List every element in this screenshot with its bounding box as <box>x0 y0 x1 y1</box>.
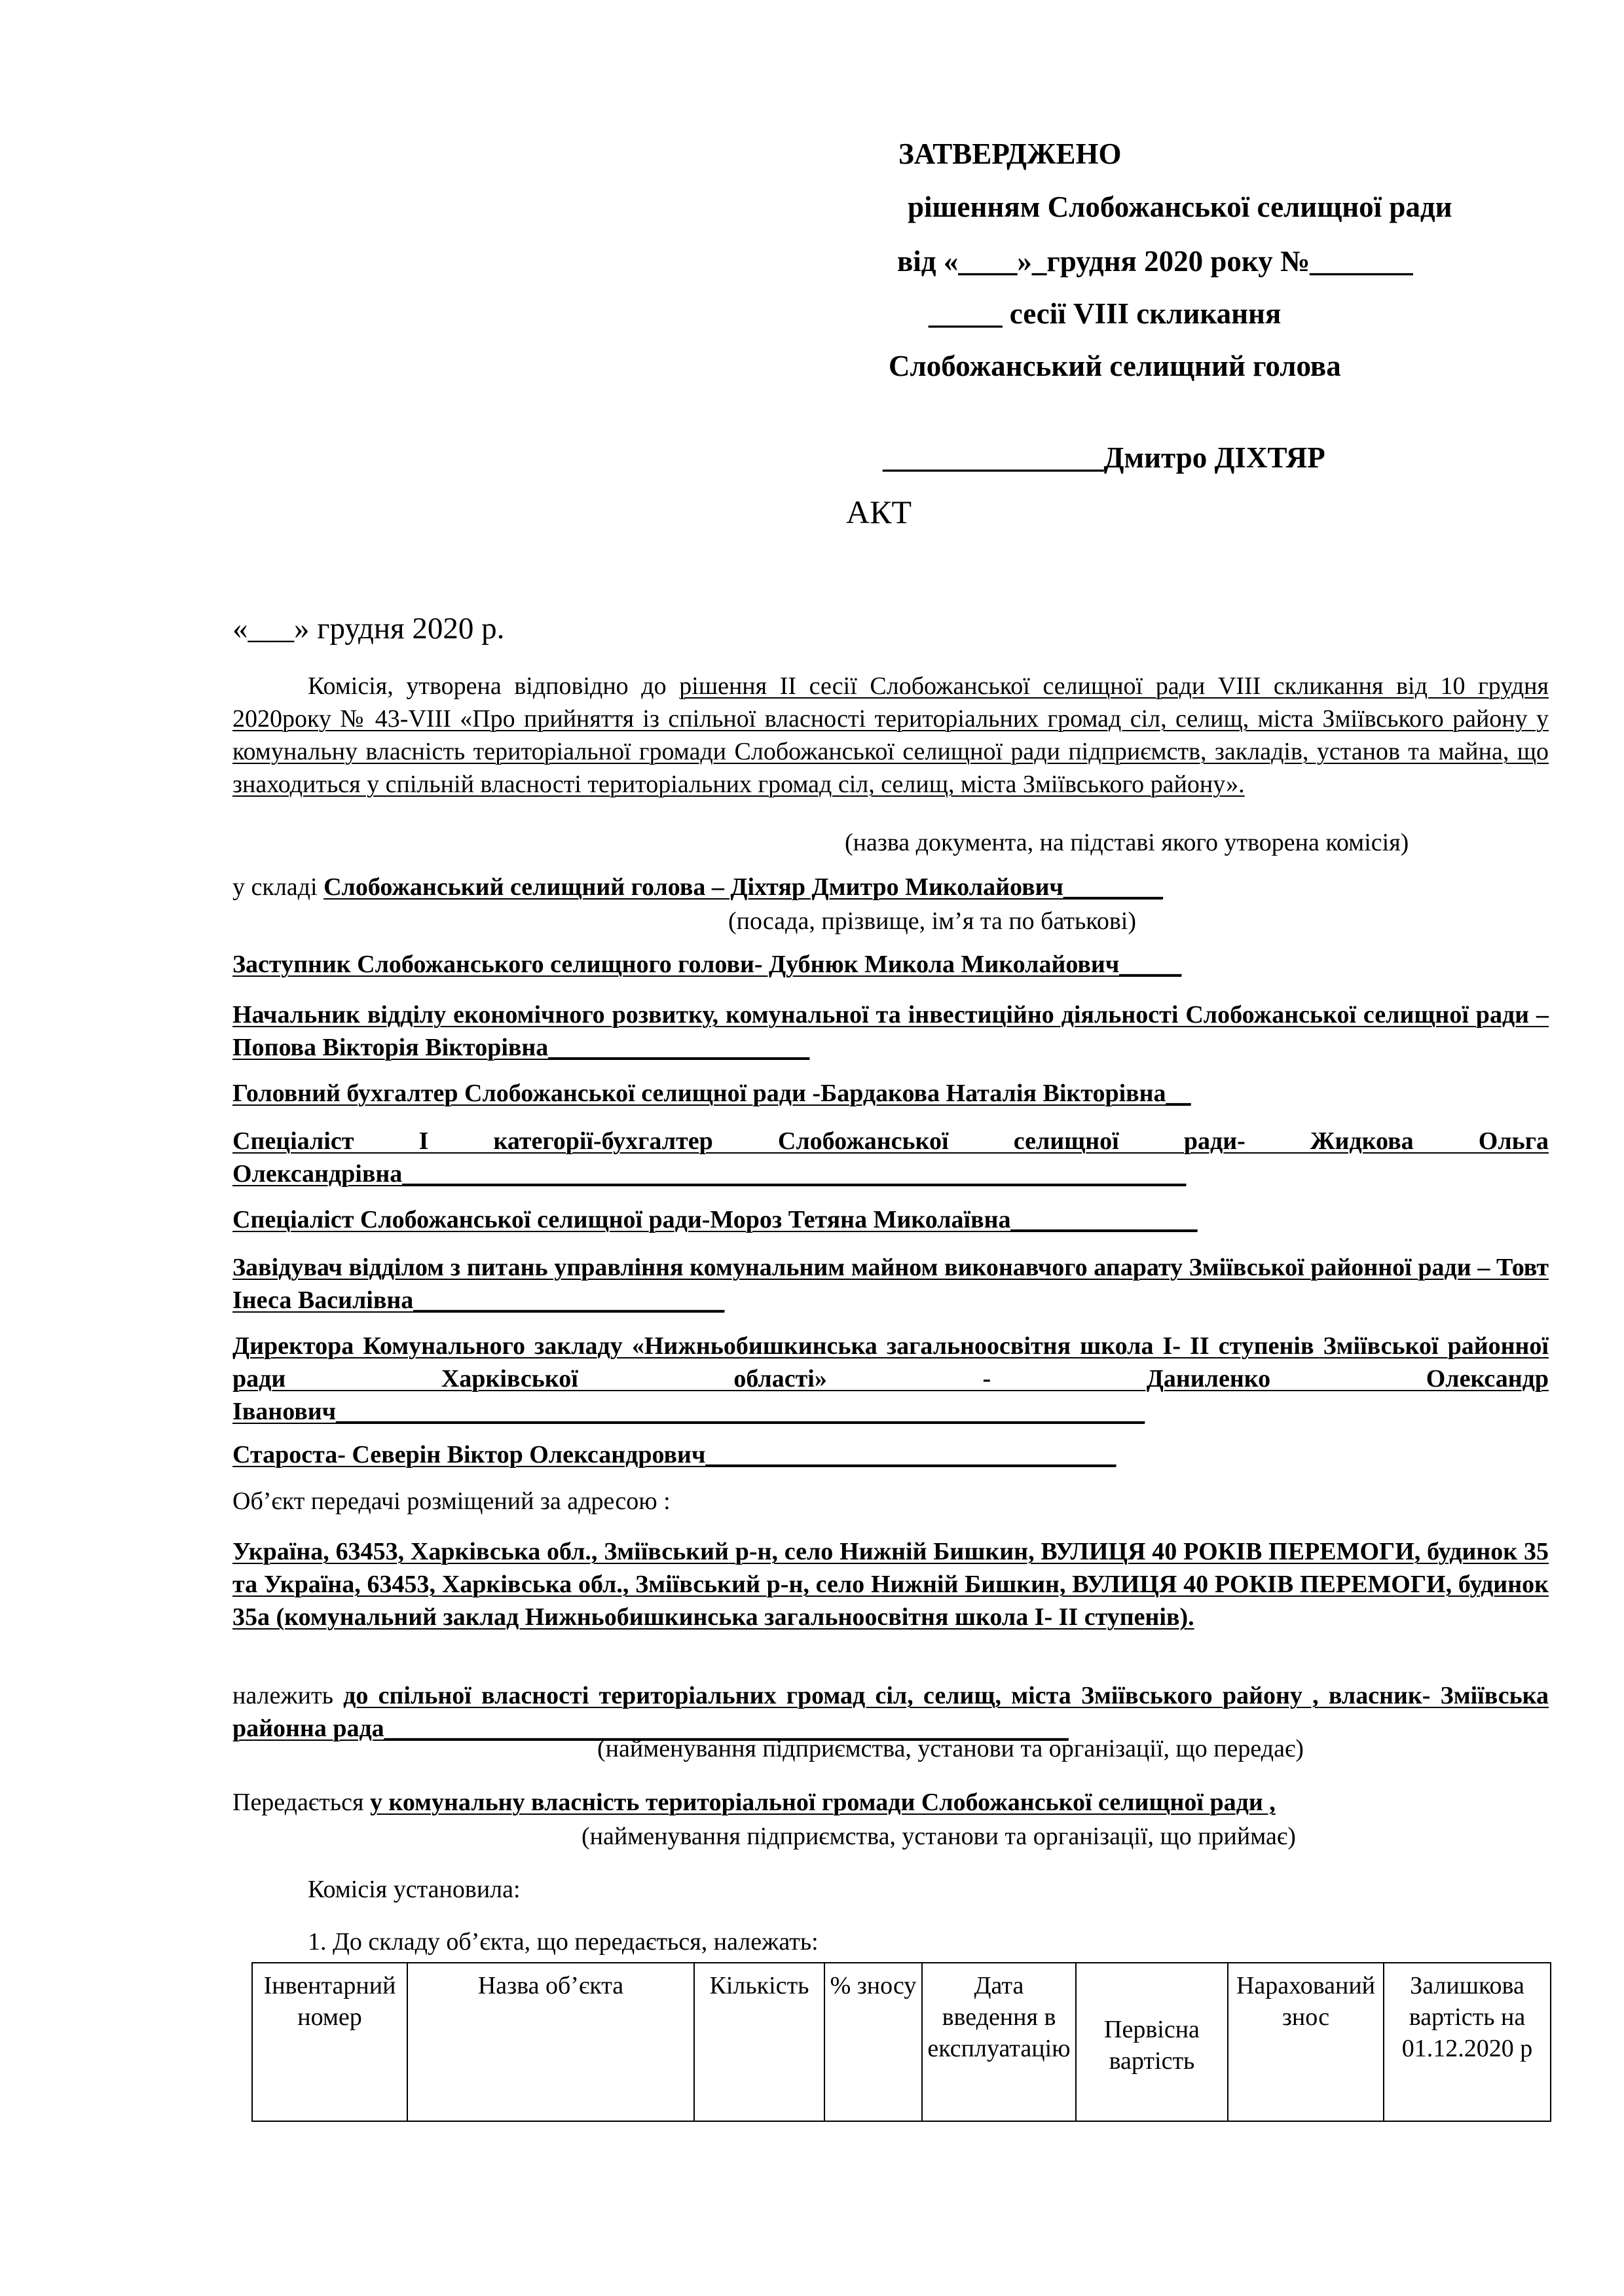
table-header-row <box>252 1963 1551 2121</box>
approval-session-line: _____ сесії VIII скликання <box>929 297 1282 330</box>
owner-value: до спільної власності територіальних громад сіл, селищ, міста Зміївського району , власник- Зміївська районна рада_______________________________________________________ <box>232 1682 1549 1742</box>
recipient-prefix: Передається <box>232 1789 370 1816</box>
member-item: Староста- Северін Віктор Олександрович_________________________________ <box>232 1441 1116 1468</box>
member-item: Начальник відділу економічного розвитку, комунальної та інвестиційно діяльності Слобожанської селищної ради – Попова Вікторія Вікторівна_____________________ <box>232 1001 1549 1061</box>
approval-title: ЗАТВЕРДЖЕНО <box>898 137 1122 170</box>
commission-basis: рішення ІІ сесії Слобожанської селищної ради VIII скликання від 10 грудня 2020року № 43-VIII «Про прийняття із спільної власності територіальних громад сіл, селищ, міста Зміївського району у комунальну власність територіальної громади Слобожанської селищної ради підприємств, закладів, установ та майна, що знаходиться у спільній власності територіальних громад сіл, селищ, міста Зміївського району». <box>232 672 1549 798</box>
header-quantity: Кількість <box>694 1963 824 2121</box>
member-item: Завідувач відділом з питань управління комунальним майном виконавчого апарату Зміївської районної ради – Товт Інеса Василівна_________________________ <box>232 1254 1549 1314</box>
inventory-table <box>251 1962 1551 2122</box>
header-commissioning-date: Дата введення в експлуатацію <box>922 1963 1076 2121</box>
item-1-label: 1. До складу об’єкта, що передається, належать: <box>308 1928 819 1956</box>
address-value: Україна, 63453, Харківська обл., Зміївський р-н, село Нижній Бишкин, ВУЛИЦЯ 40 РОКІВ ПЕРЕМОГИ, будинок 35 та Україна, 63453, Харківська обл., Зміївський р-н, село Нижній Бишкин, ВУЛИЦЯ 40 РОКІВ ПЕРЕМОГИ, будинок 35а (комунальний заклад Нижньобишкинська загальноосвітня школа І- ІІ ступенів). <box>232 1538 1549 1631</box>
header-inventory-number: Інвентарний номер <box>252 1963 407 2121</box>
commission-prefix: Комісія, утворена відповідно до <box>308 672 680 700</box>
header-residual-value: Залишкова вартість на 01.12.2020 р <box>1384 1963 1551 2121</box>
recipient-value: у комунальну власність територіальної громади Слобожанської селищної ради , <box>369 1789 1276 1816</box>
address-label: Об’єкт передачі розміщений за адресою : <box>232 1487 671 1515</box>
member-item: Директора Комунального закладу «Нижньобишкинська загальноосвітня школа І- ІІ ступенів Зміївської районної ради Харківської області» - Даниленко Олександр Іванович_________________________________________________________________ <box>232 1332 1549 1425</box>
approval-decision: рішенням Слобожанської селищної ради <box>908 191 1452 223</box>
recipient-line <box>232 1787 1276 1819</box>
approval-position: Слобожанський селищний голова <box>889 350 1341 382</box>
owner-prefix: належить <box>232 1682 344 1709</box>
act-title: АКТ <box>846 494 912 530</box>
member-item: Спеціаліст І категорії-бухгалтер Слобожанської селищної ради- Жидкова Ольга Олександрівна_______________________________________________________________ <box>232 1127 1549 1188</box>
established-label: Комісія установила: <box>308 1876 521 1903</box>
header-object-name: Назва об’єкта <box>407 1963 694 2121</box>
member-hint: (посада, прізвище, ім’я та по батькові) <box>728 907 1136 935</box>
commission-paragraph <box>232 670 1549 801</box>
member-chair: Слобожанський селищний голова – Діхтяр Дмитро Миколайович________ <box>323 873 1163 901</box>
header-wear-percent: % зносу <box>824 1963 922 2121</box>
member-item: Заступник Слобожанського селищного голови- Дубнюк Микола Миколайович_____ <box>232 951 1182 978</box>
members-line <box>232 871 1163 903</box>
basis-hint: (назва документа, на підставі якого утворена комісія) <box>845 829 1409 856</box>
header-accrued-wear: Нарахований знос <box>1228 1963 1384 2121</box>
recipient-hint: (найменування підприємства, установи та організації, що приймає) <box>581 1823 1296 1850</box>
member-item: Головний бухгалтер Слобожанської селищної ради -Бардакова Наталія Вікторівна__ <box>232 1080 1191 1107</box>
members-prefix: у складі <box>232 873 324 901</box>
member-item: Спеціаліст Слобожанської селищної ради-Мороз Тетяна Миколаївна_______________ <box>232 1206 1198 1233</box>
approval-date-line: від «____»_грудня 2020 року №_______ <box>897 245 1413 278</box>
act-date: «___» грудня 2020 р. <box>232 611 505 646</box>
owner-hint: (найменування підприємства, установи та організації, що передає) <box>597 1735 1304 1762</box>
header-initial-cost: Первісна вартість <box>1076 1963 1228 2121</box>
approval-signature-line: _______________Дмитро ДІХТЯР <box>883 441 1325 474</box>
